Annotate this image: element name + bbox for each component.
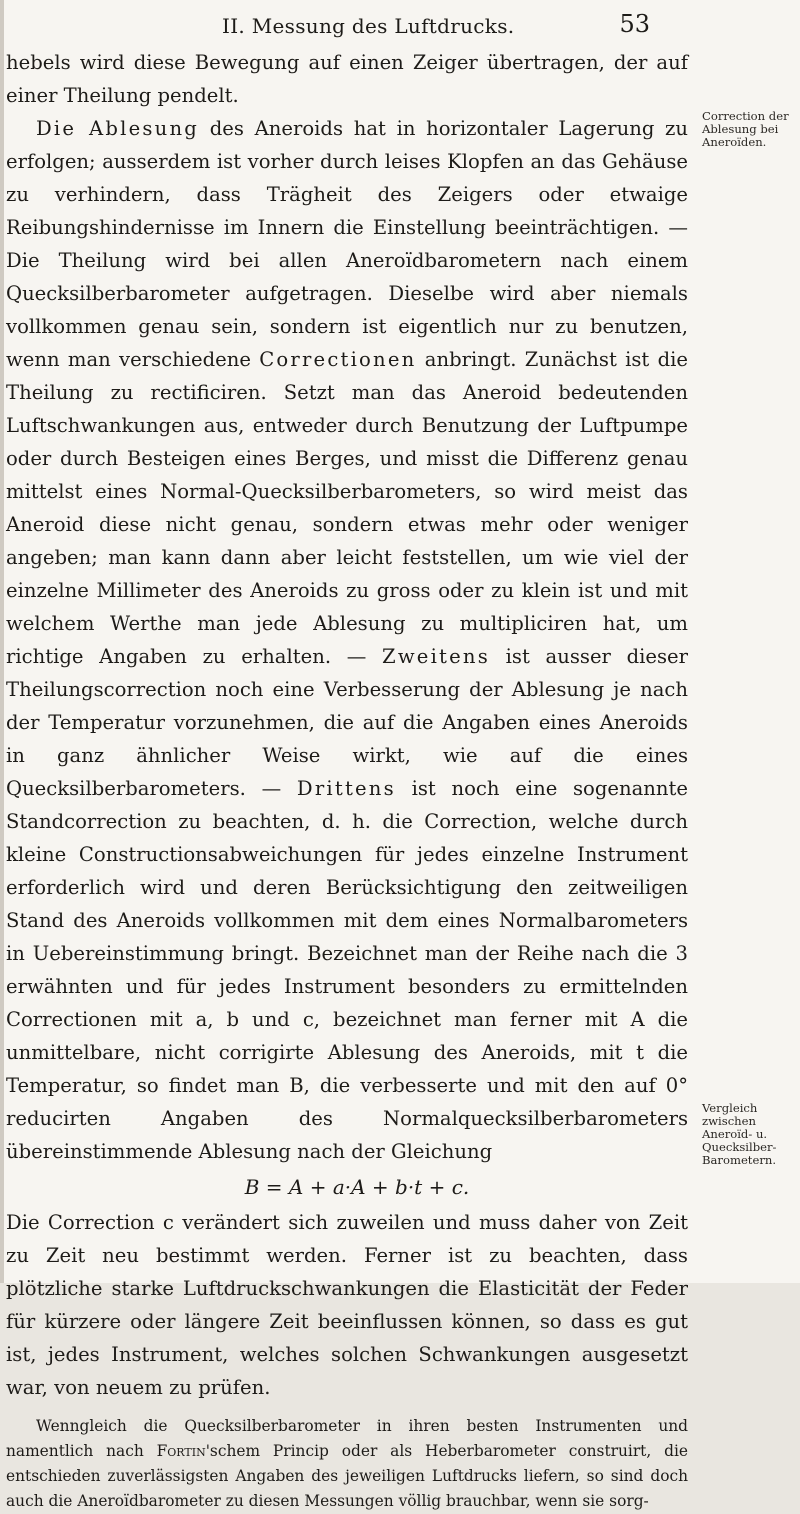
paragraph-2-text: des Aneroids hat in horizontaler Lagerung zu erfolgen; ausserdem ist vorher durch leises Klopfen an das Gehäuse zu verhindern, dass Trägheit des Zeigers oder etwaige Reibungshindernisse im Innern die Einstellung beeinträchtigen. — Die Theilung wird bei allen Aneroïdbarometern nach einem Quecksilberbarometer aufgetragen. Dieselbe wird aber niemals vollkommen genau sein, sondern ist eigentlich nur zu benutzen, wenn man verschiedene bbox=[6, 117, 688, 371]
small-print-paragraph bbox=[6, 1414, 688, 1514]
paragraph-2-text-b: anbringt. Zunächst ist die Theilung zu rectificiren. Setzt man das Aneroid bedeutenden Luftschwankungen aus, entweder durch Benutzung der Luftpumpe oder durch Besteigen eines Berges, und misst die Differenz genau mittelst eines Normal-Quecksilberbarometers, so wird meist das Aneroid diese nicht genau, sondern etwas mehr oder weniger angeben; man kann dann aber leicht feststellen, um wie viel der einzelne Millimeter des Aneroids zu gross oder zu klein ist und mit welchem Werthe man jede Ablesung zu multipliciren hat, um richtige Angaben zu erhalten. — bbox=[6, 348, 688, 668]
person-name-fortin: Fortin bbox=[156, 1442, 206, 1460]
paragraph-2-text-d: ist noch eine sogenannte Standcorrection zu beachten, d. h. die Correction, welche durch kleine Constructionsabweichungen für jedes einzelne Instrument erforderlich wird und deren Berücksichtigung den zeitweiligen Stand des Aneroids vollkommen mit dem eines Normalbarometers in Uebereinstimmung bringt. Bezeichnet man der Reihe nach die 3 erwähnten und für jedes Instrument besonders zu ermittelnden Correctionen mit a, b und c, bezeichnet man ferner mit A die unmittelbare, nicht corrigirte Ablesung des Aneroids, mit t die Temperatur, so findet man B, die verbesserte und mit den auf 0° reducirten Angaben des Normalquecksilberbarometers übereinstimmende Ablesung nach der Gleichung bbox=[6, 777, 688, 1163]
equation: B = A + a·A + b·t + c. bbox=[244, 1175, 470, 1199]
emphasis-ablesung: Die Ablesung bbox=[36, 117, 200, 140]
paragraph-1: hebels wird diese Bewegung auf einen Zeiger übertragen, der auf einer Theilung pendelt. bbox=[6, 51, 688, 107]
running-title: II. Messung des Luftdrucks. bbox=[222, 14, 515, 38]
paragraph-3: Die Correction c verändert sich zuweilen und muss daher von Zeit zu Zeit neu bestimmt werden. Ferner ist zu beachten, dass plötzliche starke Luftdruckschwankungen die Elasticität der Feder für kürzere oder längere Zeit beeinflussen können, so dass es gut ist, jedes Instrument, welches solchen Schwankungen ausgesetzt war, von neuem zu prüfen. bbox=[6, 1211, 688, 1399]
emphasis-drittens: Drittens bbox=[296, 777, 396, 800]
margin-note-comparison: Vergleich zwischen Aneroïd- u. Quecksilber-Barometern. bbox=[702, 1101, 777, 1167]
page-number: 53 bbox=[619, 10, 650, 38]
emphasis-correctionen: Correctionen bbox=[259, 348, 417, 371]
paragraph-2 bbox=[6, 112, 688, 1168]
small-print-text-a: Wenngleich die Quecksilberbarometer in ihren besten Instrumenten und namentlich nach bbox=[6, 1417, 688, 1460]
main-text bbox=[6, 46, 688, 1514]
small-print-text-b: 'schem Princip oder als Heberbarometer construirt, die entschieden zuverlässigsten Angaben des jeweiligen Luftdrucks liefern, so sind doch auch die Aneroïdbarometer zu diesen Messungen völlig brauchbar, wenn sie sorg- bbox=[6, 1442, 688, 1510]
page-binding-edge bbox=[0, 0, 4, 1283]
emphasis-zweitens: Zweitens bbox=[382, 645, 490, 668]
paragraph-2-text-c: ist ausser dieser Theilungscorrection noch eine Verbesserung der Ablesung je nach der Temperatur vorzunehmen, die auf die Angaben eines Aneroids in ganz ähnlicher Weise wirkt, wie auf die eines Quecksilberbarometers. — bbox=[6, 645, 688, 800]
margin-note-correction: Correction der Ablesung bei Aneroïden. bbox=[702, 109, 789, 149]
